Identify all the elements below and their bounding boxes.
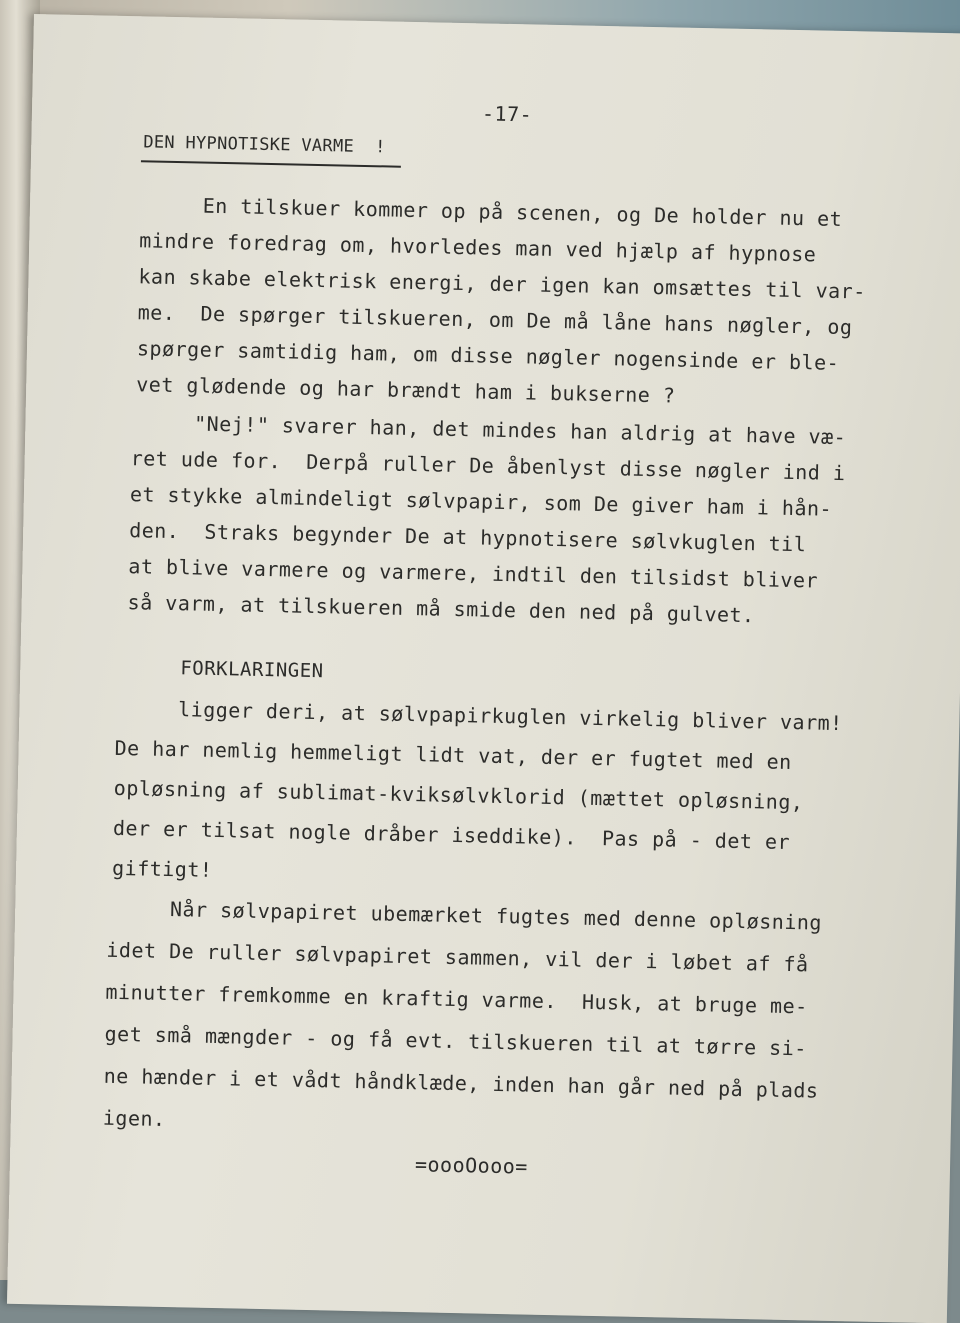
text-line: giftigt! — [111, 855, 213, 882]
text-line: ligger deri, at sølvpapirkuglen virkelig bliver varm! — [115, 695, 843, 736]
text-line: der er tilsat nogle dråber iseddike). Pas på - det er — [112, 815, 791, 855]
text-line: opløsning af sublimat-kviksølvklorid (mættet opløsning, — [113, 775, 804, 815]
page-number: -17- — [481, 101, 533, 127]
text-line: Når sølvpapiret ubemærket fugtes med denne opløsning — [107, 895, 823, 935]
page-title: DEN HYPNOTISKE VARME ! — [143, 132, 386, 158]
text-line: En tilskuer kommer op på scenen, og De holder nu et — [139, 192, 843, 231]
text-line: et stykke almindeligt sølvpapir, som De giver ham i hån- — [129, 482, 833, 521]
end-divider: =oooOooo= — [414, 1152, 529, 1179]
text-line: spørger samtidig ham, om disse nøgler nogensinde er ble- — [136, 336, 840, 375]
text-line: idet De ruller sølvpapiret sammen, vil der i løbet af få — [106, 937, 809, 977]
text-line: mindre foredrag om, hvorledes man ved hjælp af hypnose — [139, 228, 817, 267]
text-line: så varm, at tilskueren må smide den ned på gulvet. — [127, 590, 755, 628]
text-line: ne hænder i et vådt håndklæde, inden han går ned på plads — [103, 1063, 819, 1103]
text-line: at blive varmere og varmere, indtil den tilsidst bliver — [128, 554, 819, 593]
text-line: minutter fremkomme en kraftig varme. Husk, at bruge me- — [105, 979, 808, 1019]
text-line: get små mængder - og få evt. tilskueren til at tørre si- — [104, 1021, 808, 1061]
text-line: ret ude for. Derpå ruller De åbenlyst disse nøgler ind i — [130, 446, 846, 486]
text-line: "Nej!" svarer han, det mindes han aldrig at have væ- — [131, 410, 847, 450]
typewritten-page — [7, 14, 960, 1323]
text-line: den. Straks begynder De at hypnotisere sølvkuglen til — [128, 518, 807, 557]
text-line: De har nemlig hemmeligt lidt vat, der er fugtet med en — [114, 735, 792, 775]
text-line: igen. — [102, 1105, 166, 1131]
section-heading: FORKLARINGEN — [180, 657, 324, 683]
text-line: vet glødende og har brændt ham i bukserne ? — [136, 372, 676, 408]
text-line: kan skabe elektrisk energi, der igen kan omsættes til var- — [138, 264, 867, 304]
text-line: me. De spørger tilskueren, om De må låne hans nøgler, og — [137, 300, 853, 340]
title-underline — [141, 160, 401, 167]
